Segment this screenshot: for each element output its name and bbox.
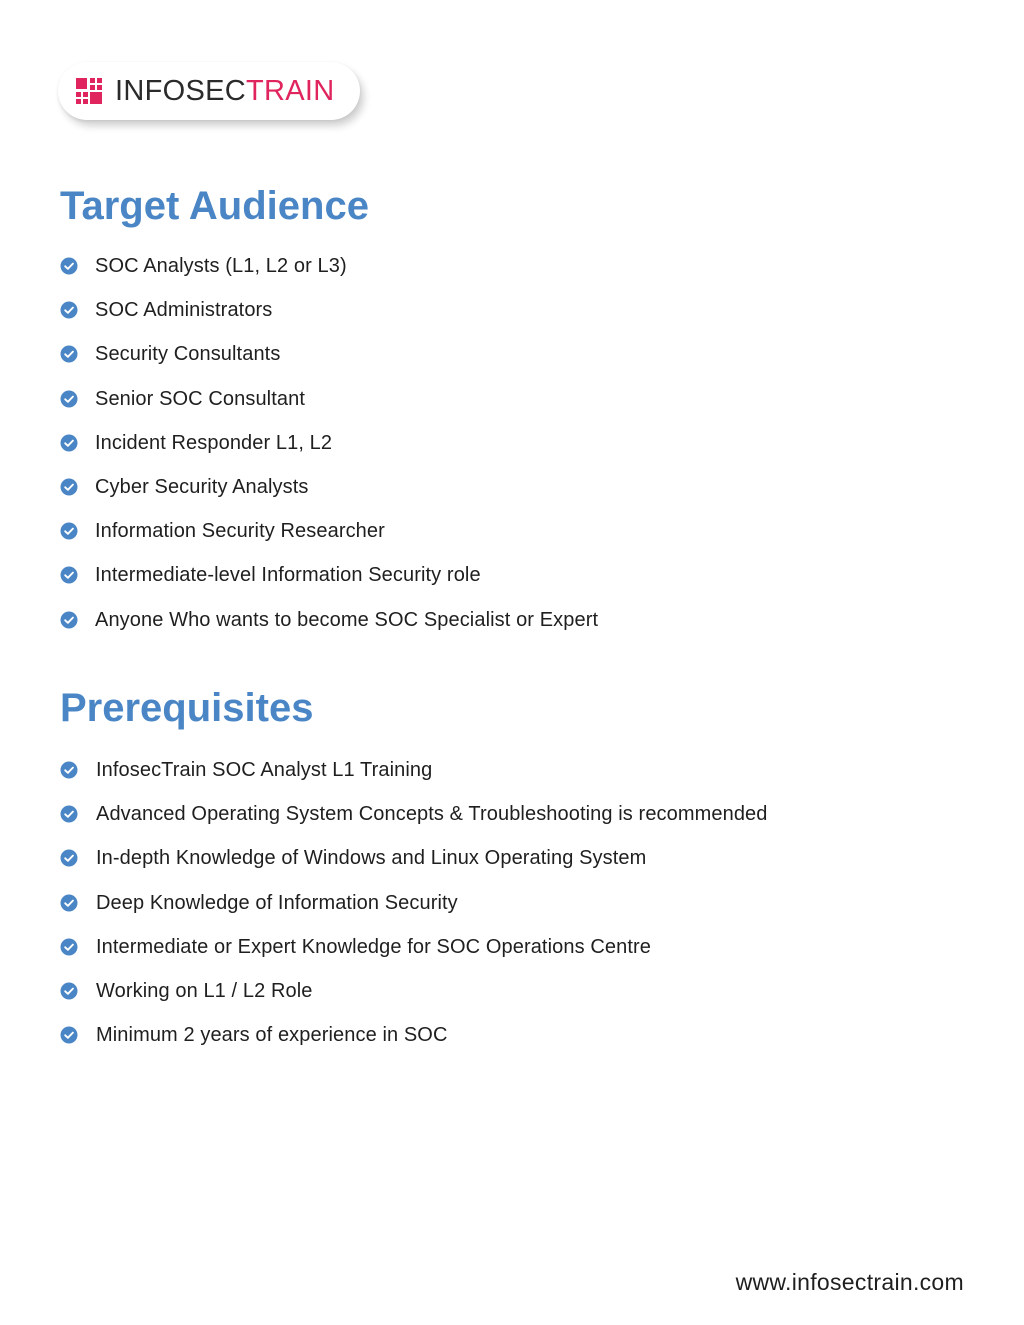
- list-item-text: SOC Analysts (L1, L2 or L3): [95, 255, 347, 277]
- prerequisite-list-item: [60, 934, 651, 960]
- check-circle-icon: [60, 938, 78, 956]
- prerequisite-list-item: [60, 845, 646, 871]
- prerequisite-list-item: [60, 1022, 448, 1048]
- check-circle-icon: [60, 982, 78, 1000]
- logo-text-train: TRAIN: [246, 75, 335, 107]
- target-audience-list-item: [60, 518, 385, 544]
- list-item-text: InfosecTrain SOC Analyst L1 Training: [96, 759, 433, 781]
- list-item-text: Deep Knowledge of Information Security: [96, 891, 458, 914]
- check-circle-icon: [60, 301, 78, 319]
- list-item-text: Incident Responder L1, L2: [95, 431, 333, 454]
- list-item-text: Information Security Researcher: [95, 520, 385, 543]
- check-circle-icon: [60, 611, 78, 629]
- check-circle-icon: [60, 434, 78, 452]
- check-circle-icon: [60, 478, 78, 496]
- list-item-text: Intermediate-level Information Security role: [95, 564, 481, 587]
- check-circle-icon: [60, 761, 78, 779]
- prerequisite-list-item: [60, 978, 313, 1004]
- logo-badge: [58, 62, 360, 120]
- list-item-text: Anyone Who wants to become SOC Specialist or Expert: [95, 608, 599, 631]
- target-audience-list-item: [60, 297, 272, 323]
- footer-website-link[interactable]: www.infosectrain.com: [735, 1269, 964, 1295]
- list-item-text: Working on L1 / L2 Role: [96, 980, 313, 1002]
- check-circle-icon: [60, 390, 78, 408]
- list-item-text: Security Consultants: [95, 343, 281, 366]
- prerequisites-title: Prerequisites: [60, 686, 314, 730]
- logo-wordmark: [115, 76, 335, 106]
- infosectrain-logo-icon: [76, 78, 102, 104]
- list-item-text: In-depth Knowledge of Windows and Linux Operating System: [96, 847, 647, 870]
- check-circle-icon: [60, 894, 78, 912]
- check-circle-icon: [60, 566, 78, 584]
- list-item-text: Intermediate or Expert Knowledge for SOC Operations Centre: [96, 935, 651, 958]
- list-item-text: Senior SOC Consultant: [95, 387, 305, 410]
- prerequisite-list-item: [60, 890, 458, 916]
- list-item-text: SOC Administrators: [95, 299, 273, 322]
- check-circle-icon: [60, 849, 78, 867]
- check-circle-icon: [60, 522, 78, 540]
- target-audience-list-item: [60, 341, 280, 367]
- check-circle-icon: [60, 805, 78, 823]
- target-audience-list-item: [60, 253, 347, 279]
- check-circle-icon: [60, 257, 78, 275]
- list-item-text: Minimum 2 years of experience in SOC: [96, 1024, 448, 1047]
- target-audience-list-item: [60, 430, 332, 456]
- target-audience-list-item: [60, 607, 598, 633]
- list-item-text: Cyber Security Analysts: [95, 476, 309, 498]
- target-audience-title: Target Audience: [60, 184, 369, 228]
- target-audience-list-item: [60, 386, 305, 412]
- target-audience-list-item: [60, 474, 309, 500]
- check-circle-icon: [60, 345, 78, 363]
- target-audience-list-item: [60, 562, 481, 588]
- check-circle-icon: [60, 1026, 78, 1044]
- list-item-text: Advanced Operating System Concepts & Troubleshooting is recommended: [96, 803, 768, 826]
- prerequisite-list-item: [60, 757, 432, 783]
- prerequisite-list-item: [60, 801, 768, 827]
- logo-text-infosec: INFOSEC: [115, 75, 246, 107]
